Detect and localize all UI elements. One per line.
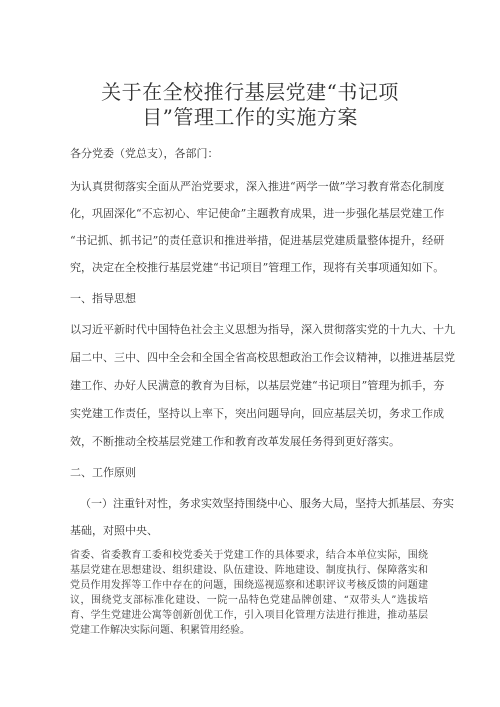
intro-line: 究，决定在全校推行基层党建“书记项目”管理工作，现将有关事项通知如下。 xyxy=(70,261,445,274)
principle-detail-last-line: 党建工作解决实际问题、积累管用经验。 xyxy=(70,625,250,636)
salutation: 各分党委（党总支），各部门： xyxy=(70,147,219,160)
intro-line: “书记抓、抓书记”的责任意识和推进举措，促进基层党建质量整体提升，经研 xyxy=(70,234,445,247)
section1-line: 实党建工作责任，坚持以上率下，突出问题导向，回应基层关切，务求工作成 xyxy=(70,407,444,420)
document-title-line-2: 目”管理工作的实施方案 xyxy=(142,105,358,129)
section-heading-work-principles: 二、工作原则 xyxy=(70,466,136,479)
principle-detail-line: 议，围绕党支部标准化建设、一院一品特色党建品牌创建、“双带头人”选拔培 xyxy=(70,595,428,606)
document-title-line-1: 关于在全校推行基层党建“书记项 xyxy=(101,80,399,104)
intro-line: 化，巩固深化“不忘初心、牢记使命”主题教育成果，进一步强化基层党建工作 xyxy=(70,207,445,220)
principle-item-1-line-2: 基础，对照中央、 xyxy=(70,524,158,537)
section1-line: 建工作、办好人民满意的教育为目标，以基层党建“书记项目”管理为抓手，夯 xyxy=(70,379,445,392)
principle-detail-line: 基层党建在思想建设、组织建设、队伍建设、阵地建设、制度执行、保障落实和 xyxy=(70,565,428,576)
section1-line: 届二中、三中、四中全会和全国全省高校思想政治工作会议精神，以推进基层党 xyxy=(70,351,455,364)
principle-detail-line: 育、学生党建进公寓等创新创优工作，引入项目化管理方法进行推进，推动基层 xyxy=(70,610,428,621)
section1-line: 效，不断推动全校基层党建工作和教育改革发展任务得到更好落实。 xyxy=(70,435,400,448)
intro-line: 为认真贯彻落实全面从严治党要求，深入推进“两学一做”学习教育常态化制度 xyxy=(70,180,445,193)
section-heading-guiding-ideology: 一、指导思想 xyxy=(70,292,136,305)
section1-line: 以习近平新时代中国特色社会主义思想为指导，深入贯彻落实党的十九大、十九 xyxy=(70,323,455,336)
principle-detail-line: 省委、省委教育工委和校党委关于党建工作的具体要求，结合本单位实际，围绕 xyxy=(70,550,428,561)
principle-item-1-line-1: （一）注重针对性，务求实效坚持围绕中心、服务大局，坚持大抓基层、夯实 xyxy=(80,497,454,510)
principle-detail-line: 党员作用发挥等工作中存在的问题，围绕巡视巡察和述职评议考核反馈的问题建 xyxy=(70,580,428,591)
